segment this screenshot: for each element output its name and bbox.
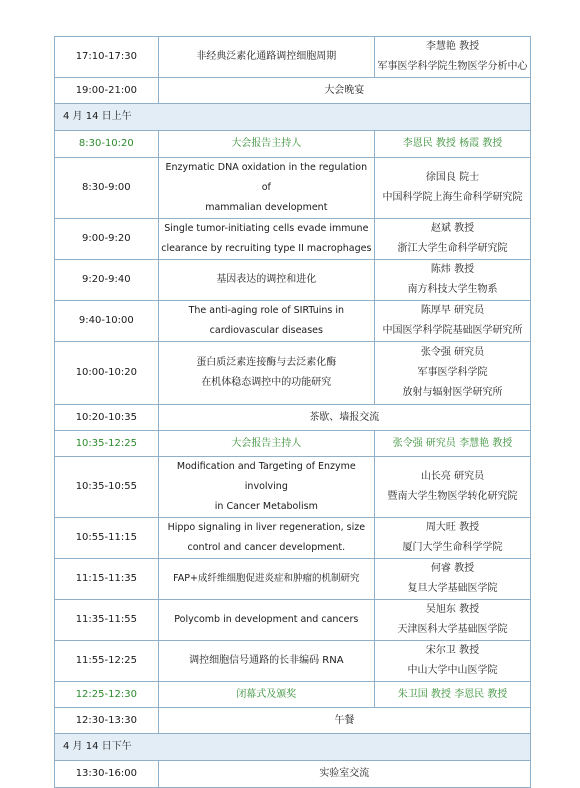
session-row (55, 559, 531, 600)
cell-line: 复旦大学基础医学院 (407, 583, 498, 594)
title-cell (158, 761, 530, 788)
speaker-cell (375, 342, 531, 405)
schedule-body (55, 37, 531, 788)
cell-line: 李恩民 教授 杨霞 教授 (402, 138, 503, 149)
cell-line: 中国医学科学院基础医学研究所 (382, 325, 523, 336)
day-header: 4 月 14 日下午 (55, 734, 531, 761)
speaker-cell (375, 131, 531, 158)
speaker-cell (375, 518, 531, 559)
cell-line: 陈厚早 研究员 (420, 305, 485, 316)
session-row (55, 260, 531, 301)
time-cell: 8:30-10:20 (55, 131, 159, 158)
day-header-row (55, 734, 531, 761)
cell-line: 茶歇、墙报交流 (309, 411, 380, 423)
cell-line: 暨南大学生物医学转化研究院 (387, 491, 518, 502)
cell-line: 陈炜 教授 (430, 264, 475, 275)
schedule-page (54, 36, 531, 788)
cell-line: 非经典泛素化通路调控细胞周期 (196, 51, 337, 62)
time-cell: 9:00-9:20 (55, 219, 159, 260)
cell-line: 厦门大学生命科学学院 (402, 542, 503, 553)
session-row (55, 431, 531, 457)
session-row (55, 682, 531, 708)
speaker-cell (375, 457, 531, 518)
cell-line: clearance by recruiting type II macrophages (161, 243, 372, 254)
title-cell (158, 559, 374, 600)
speaker-cell (375, 219, 531, 260)
time-cell: 9:20-9:40 (55, 260, 159, 301)
time-cell: 17:10-17:30 (55, 37, 159, 78)
speaker-cell (375, 301, 531, 342)
break-row (55, 78, 531, 104)
cell-line: 闭幕式及颁奖 (236, 688, 297, 700)
cell-line: Modification and Targeting of Enzyme involving (176, 461, 356, 492)
speaker-cell (375, 37, 531, 78)
cell-line: 赵斌 教授 (430, 223, 475, 234)
time-cell: 10:35-10:55 (55, 457, 159, 518)
time-cell: 13:30-16:00 (55, 761, 159, 788)
cell-line: 在机体稳态调控中的功能研究 (201, 377, 332, 388)
title-cell (158, 158, 374, 219)
cell-line: 南方科技大学生物系 (407, 284, 498, 295)
session-row (55, 457, 531, 518)
time-cell: 19:00-21:00 (55, 78, 159, 104)
cell-line: 宋尔卫 教授 (425, 645, 480, 656)
title-cell (158, 131, 374, 158)
cell-line: mammalian development (205, 202, 328, 213)
speaker-cell (375, 260, 531, 301)
title-cell (158, 431, 374, 457)
time-cell: 12:25-12:30 (55, 682, 159, 708)
cell-line: in Cancer Metabolism (214, 501, 318, 512)
schedule-table (54, 36, 531, 788)
title-cell (158, 78, 530, 104)
cell-line: 大会晚宴 (324, 84, 365, 96)
break-row (55, 708, 531, 734)
session-row (55, 600, 531, 641)
title-cell (158, 682, 374, 708)
title-cell (158, 405, 530, 431)
time-cell: 11:35-11:55 (55, 600, 159, 641)
title-cell (158, 219, 374, 260)
time-cell: 11:55-12:25 (55, 641, 159, 682)
day-header-row (55, 104, 531, 131)
cell-line: 调控细胞信号通路的长非编码 RNA (189, 655, 344, 666)
cell-line: FAP+成纤维细胞促进炎症和肿瘤的机制研究 (173, 573, 360, 584)
cell-line: 中山大学中山医学院 (407, 665, 498, 676)
cell-line: 实验室交流 (319, 768, 370, 779)
cell-line: 李慧艳 教授 (425, 41, 480, 52)
title-cell (158, 457, 374, 518)
session-row (55, 342, 531, 405)
session-row (55, 158, 531, 219)
cell-line: 蛋白质泛素连接酶与去泛素化酶 (196, 357, 337, 368)
session-row (55, 518, 531, 559)
cell-line: 张令强 研究员 李慧艳 教授 (392, 437, 513, 449)
cell-line: 大会报告主持人 (231, 138, 302, 149)
session-row (55, 641, 531, 682)
cell-line: 军事医学科学院 (417, 367, 488, 378)
speaker-cell (375, 158, 531, 219)
speaker-cell (375, 431, 531, 457)
time-cell: 11:15-11:35 (55, 559, 159, 600)
session-row (55, 131, 531, 158)
time-cell: 12:30-13:30 (55, 708, 159, 734)
cell-line: 徐国良 院士 (425, 172, 480, 183)
cell-line: The anti-aging role of SIRTuins in (188, 305, 345, 316)
speaker-cell (375, 600, 531, 641)
time-cell: 10:00-10:20 (55, 342, 159, 405)
break-row (55, 405, 531, 431)
title-cell (158, 600, 374, 641)
cell-line: 基因表达的调控和进化 (216, 274, 317, 285)
session-row (55, 219, 531, 260)
cell-line: 放射与辐射医学研究所 (402, 387, 503, 398)
cell-line: 大会报告主持人 (231, 437, 302, 449)
time-cell: 10:20-10:35 (55, 405, 159, 431)
time-cell: 10:55-11:15 (55, 518, 159, 559)
speaker-cell (375, 682, 531, 708)
cell-line: 山长亮 研究员 (420, 471, 485, 482)
cell-line: cardiovascular diseases (209, 325, 323, 336)
time-cell: 10:35-12:25 (55, 431, 159, 457)
cell-line: Hippo signaling in liver regeneration, size (167, 522, 366, 533)
cell-line: 午餐 (334, 714, 355, 726)
day-header: 4 月 14 日上午 (55, 104, 531, 131)
cell-line: 天津医科大学基础医学院 (397, 624, 508, 635)
cell-line: 朱卫国 教授 李恩民 教授 (397, 688, 508, 700)
title-cell (158, 641, 374, 682)
cell-line: 张令强 研究员 (420, 347, 485, 358)
title-cell (158, 37, 374, 78)
cell-line: Enzymatic DNA oxidation in the regulation of (165, 162, 368, 193)
speaker-cell (375, 641, 531, 682)
cell-line: Single tumor-initiating cells evade immune (164, 223, 369, 234)
cell-line: control and cancer development. (187, 542, 346, 553)
session-row (55, 37, 531, 78)
title-cell (158, 301, 374, 342)
time-cell: 8:30-9:00 (55, 158, 159, 219)
cell-line: 吴旭东 教授 (425, 604, 480, 615)
title-cell (158, 342, 374, 405)
title-cell (158, 708, 530, 734)
cell-line: 军事医学科学院生物医学分析中心 (377, 61, 528, 72)
break-row (55, 761, 531, 788)
title-cell (158, 260, 374, 301)
time-cell: 9:40-10:00 (55, 301, 159, 342)
speaker-cell (375, 559, 531, 600)
cell-line: 周大旺 教授 (425, 522, 480, 533)
cell-line: Polycomb in development and cancers (174, 614, 359, 625)
cell-line: 中国科学院上海生命科学研究院 (382, 192, 523, 203)
cell-line: 何睿 教授 (430, 563, 475, 574)
title-cell (158, 518, 374, 559)
cell-line: 浙江大学生命科学研究院 (397, 243, 508, 254)
session-row (55, 301, 531, 342)
